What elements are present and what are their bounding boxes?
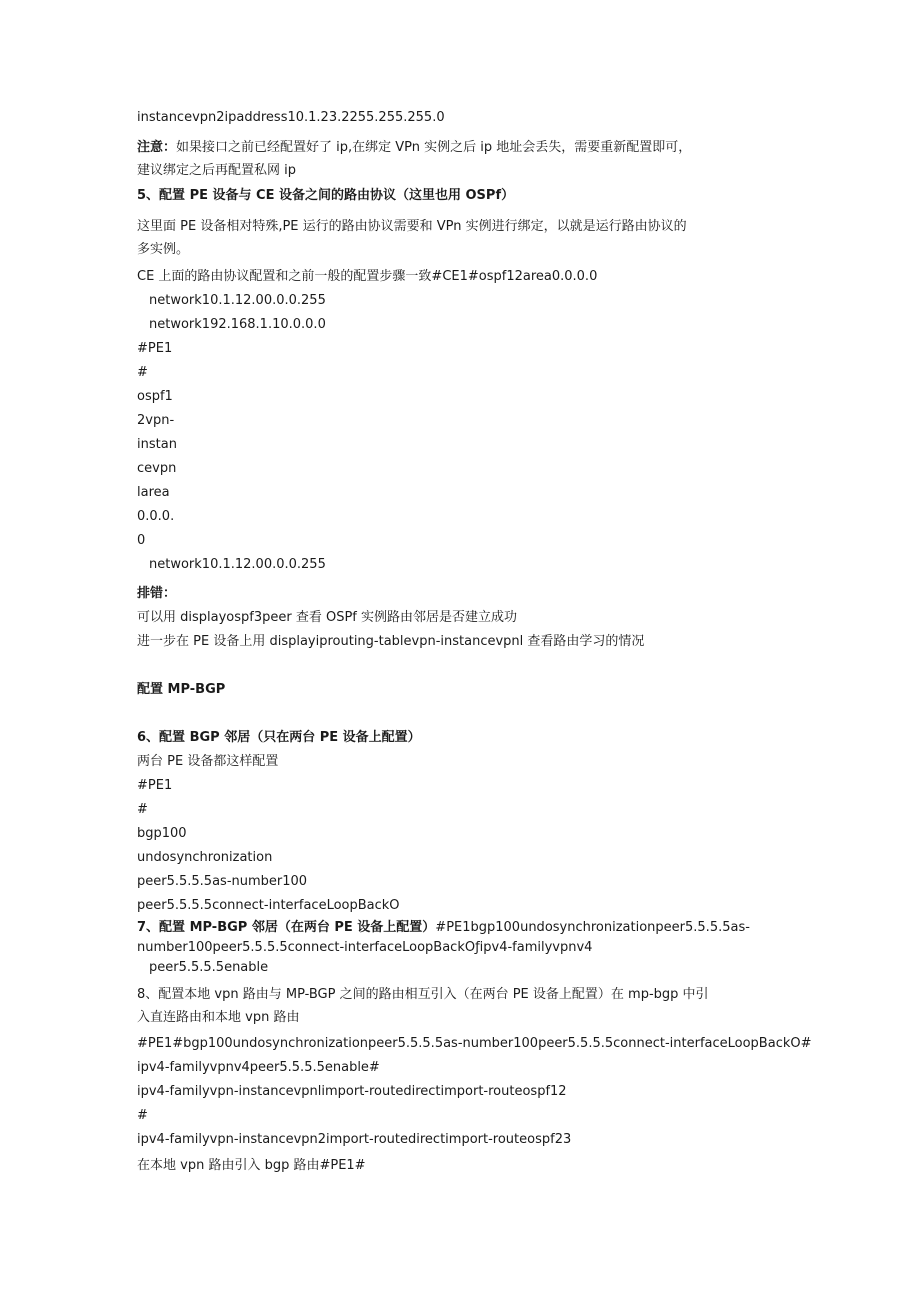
note-paragraph bbox=[137, 138, 691, 158]
mpbgp-heading: 配置 MP-BGP bbox=[137, 682, 226, 697]
config-line: network192.168.1.10.0.0.0 bbox=[149, 317, 326, 332]
section-7-heading: 7、配置 MP-BGP 邻居（在两台 PE 设备上配置） bbox=[137, 920, 436, 935]
config-line: network10.1.12.00.0.0.255 bbox=[149, 293, 326, 308]
config-line: 2vpn- bbox=[137, 413, 175, 428]
config-line: ipv4-familyvpn-instancevpn2import-routedirectimport-routeospf23 bbox=[137, 1132, 572, 1147]
config-line: number100peer5.5.5.5connect-interfaceLoopBackOƒipv4-familyvpnv4 bbox=[137, 940, 593, 955]
section-7-paragraph bbox=[137, 918, 750, 938]
section-8-text: 在 mp-bgp 中引 bbox=[610, 987, 709, 1002]
section-6-heading: 6、配置 BGP 邻居（只在两台 PE 设备上配置） bbox=[137, 730, 421, 745]
paragraph: 进一步在 PE 设备上用 displayiprouting-tablevpn-instancevpnl 查看路由学习的情况 bbox=[137, 634, 645, 649]
troubleshoot-label: 排错： bbox=[137, 586, 177, 601]
paragraph: 两台 PE 设备都这样配置 bbox=[137, 754, 279, 769]
config-line: peer5.5.5.5connect-interfaceLoopBackO bbox=[137, 898, 400, 913]
note-label: 注意： bbox=[137, 140, 177, 155]
config-line: undosynchronization bbox=[137, 850, 273, 865]
config-line: cevpn bbox=[137, 461, 177, 476]
section-8-paragraph bbox=[137, 985, 709, 1005]
config-line: ospf1 bbox=[137, 389, 173, 404]
config-line: #PE1 bbox=[137, 341, 173, 356]
config-line: 0 bbox=[137, 533, 146, 548]
config-line: peer5.5.5.5as-number100 bbox=[137, 874, 308, 889]
note-text: 如果接口之前已经配置好了 ip,在绑定 VPn 实例之后 ip 地址会丢失，需要重新配置即可， bbox=[176, 140, 692, 155]
section-5-heading: 5、配置 PE 设备与 CE 设备之间的路由协议（这里也用 OSPf） bbox=[137, 188, 515, 203]
config-line: instancevpn2ipaddress10.1.23.2255.255.255.0 bbox=[137, 110, 445, 125]
paragraph: 可以用 displayospf3peer 查看 OSPf 实例路由邻居是否建立成功 bbox=[137, 610, 518, 625]
paragraph: 入直连路由和本地 vpn 路由 bbox=[137, 1010, 300, 1025]
config-line: # bbox=[137, 802, 148, 817]
config-line: network10.1.12.00.0.0.255 bbox=[149, 557, 326, 572]
config-line: instan bbox=[137, 437, 177, 452]
note-paragraph-continued: 建议绑定之后再配置私网 ip bbox=[137, 163, 296, 178]
config-line: peer5.5.5.5enable bbox=[149, 960, 269, 975]
config-line: #PE1 bbox=[137, 778, 173, 793]
paragraph: 多实例。 bbox=[137, 242, 190, 257]
section-8-heading: 8、配置本地 vpn 路由与 MP-BGP 之间的路由相互引入（在两台 PE 设备上配置） bbox=[137, 987, 611, 1002]
config-line: 0.0.0. bbox=[137, 509, 175, 524]
config-line: larea bbox=[137, 485, 170, 500]
section-7-config: #PE1bgp100undosynchronizationpeer5.5.5.5as- bbox=[435, 920, 750, 935]
paragraph: CE 上面的路由协议配置和之前一般的配置步骤一致#CE1#ospf12area0.0.0.0 bbox=[137, 269, 598, 284]
paragraph: 在本地 vpn 路由引入 bgp 路由#PE1# bbox=[137, 1158, 366, 1173]
config-line: ipv4-familyvpn-instancevpnlimport-routedirectimport-routeospf12 bbox=[137, 1084, 567, 1099]
config-line: # bbox=[137, 365, 148, 380]
config-line: #PE1#bgp100undosynchronizationpeer5.5.5.5as-number100peer5.5.5.5connect-interfaceLoopBackO# bbox=[137, 1036, 812, 1051]
paragraph: 这里面 PE 设备相对特殊,PE 运行的路由协议需要和 VPn 实例进行绑定，以就是运行路由协议的 bbox=[137, 219, 687, 234]
config-line: # bbox=[137, 1108, 148, 1123]
config-line: bgp100 bbox=[137, 826, 187, 841]
config-line: ipv4-familyvpnv4peer5.5.5.5enable# bbox=[137, 1060, 380, 1075]
